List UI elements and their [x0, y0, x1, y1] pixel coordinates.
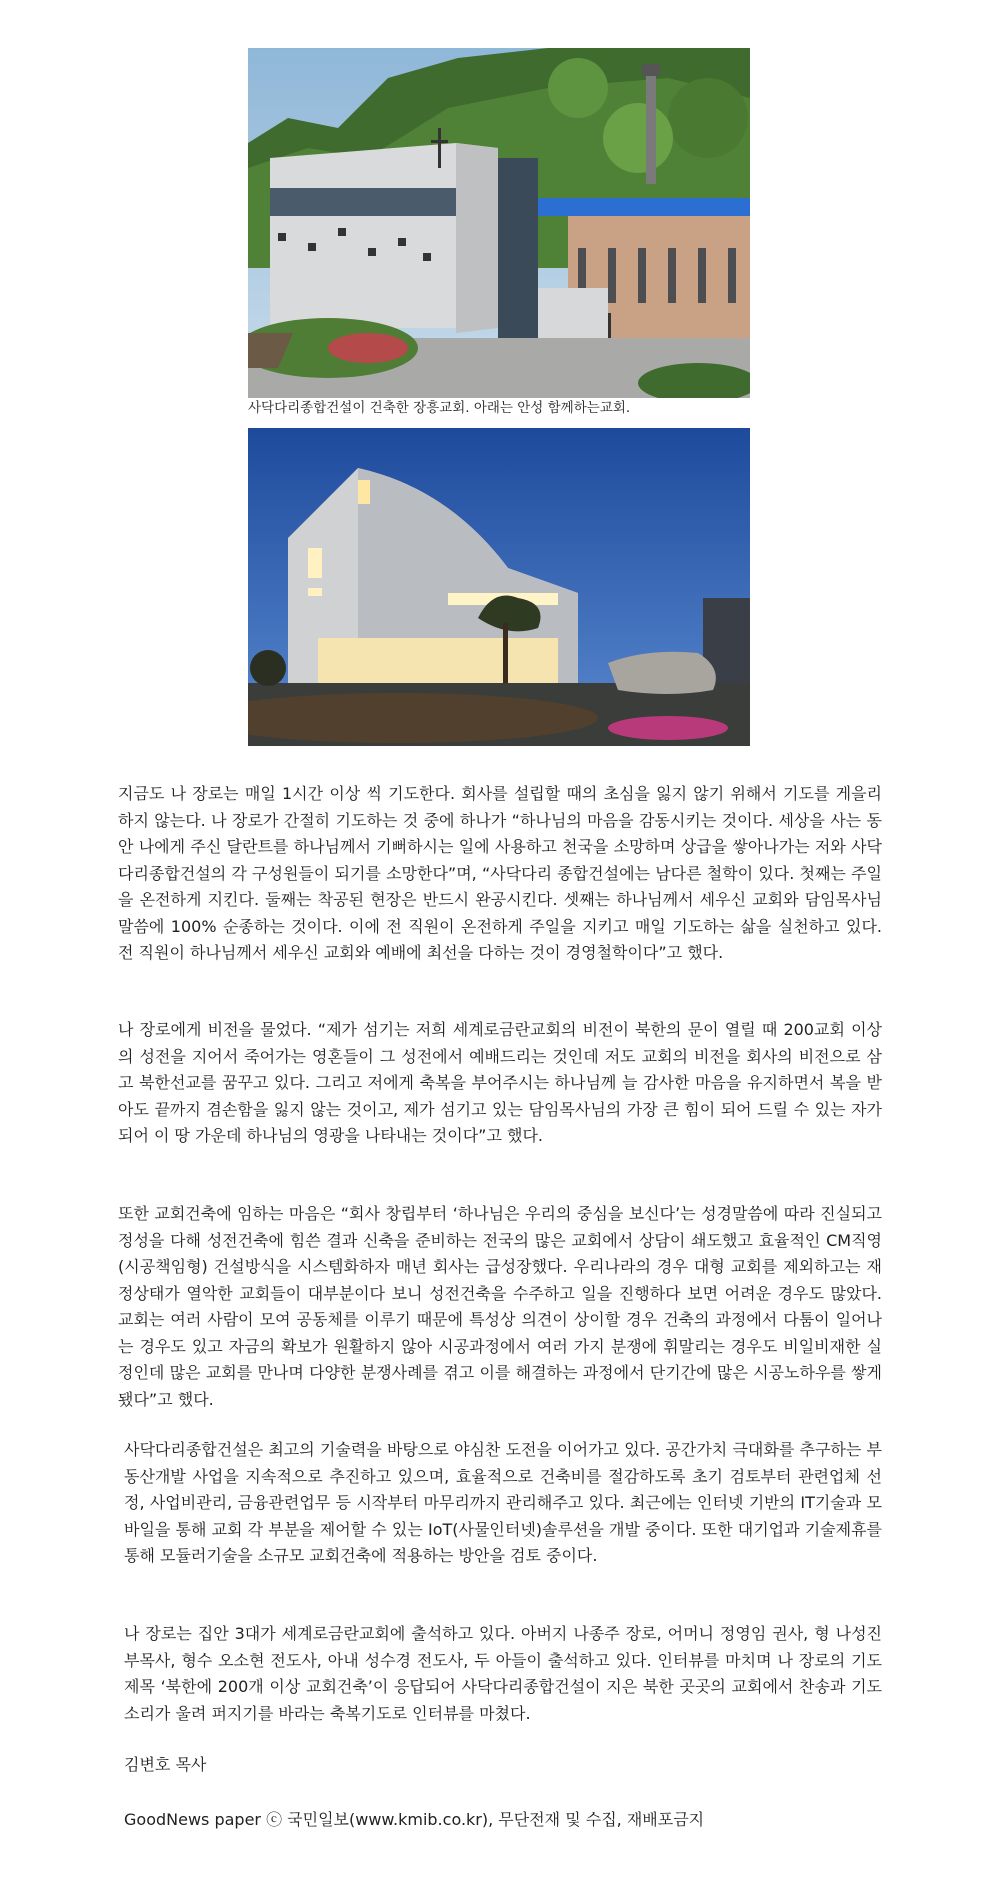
- church-photo-jangheung: [248, 48, 750, 398]
- article-paragraph-2: 나 장로에게 비전을 물었다. “제가 섬기는 저희 세계로금란교회의 비전이 북한의 문이 열릴 때 200교회 이상의 성전을 지어서 죽어가는 영혼들이 그 성전에서 예배드리는 것인데 저도 교회의 비전을 회사의 비전으로 삼고 북한선교를 꿈꾸고 있다. 그리고 저에게 축복을 부어주시는 하나님께 늘 감사한 마음을 유지하면서 복을 받아도 끝까지 겸손함을 잃지 않는 것이고, 제가 섬기고 있는 담임목사님의 가장 큰 힘이 되어 드릴 수 있는 자가 되어 이 땅 가운데 하나님의 영광을 나타내는 것이다”고 했다.: [118, 1020, 882, 1145]
- article-paragraph-5: 나 장로는 집안 3대가 세계로금란교회에 출석하고 있다. 아버지 나종주 장로, 어머니 정영임 권사, 형 나성진 부목사, 형수 오소현 전도사, 아내 성수경 전도사, 두 아들이 출석하고 있다. 인터뷰를 마치며 나 장로의 기도제목 ‘북한에 200개 이상 교회건축’이 응답되어 사닥다리종합건설이 지은 북한 곳곳의 교회에서 찬송과 기도소리가 울려 퍼지기를 바라는 축복기도로 인터뷰를 마쳤다.: [124, 1624, 882, 1723]
- copyright-footer: GoodNews paper ⓒ 국민일보(www.kmib.co.kr), 무단전재 및 수집, 재배포금지: [124, 1810, 705, 1829]
- photo-caption: 사닥다리종합건설이 건축한 장흥교회. 아래는 안성 함께하는교회.: [248, 400, 631, 416]
- article-paragraph-1: 지금도 나 장로는 매일 1시간 이상 씩 기도한다. 회사를 설립할 때의 초심을 잃지 않기 위해서 기도를 게을리 하지 않는다. 나 장로가 간절히 기도하는 것 중에 하나가 “하나님의 마음을 감동시키는 것이다. 세상을 사는 동안 나에게 주신 달란트를 하나님께서 기뻐하시는 일에 사용하고 천국을 소망하며 상급을 쌓아나가는 저와 사닥다리종합건설의 각 구성원들이 되기를 소망한다”며, “사닥다리 종합건설에는 남다른 철학이 있다. 첫째는 주일을 온전하게 지킨다. 둘째는 착공된 현장은 반드시 완공시킨다. 셋째는 하나님께서 세우신 교회와 담임목사님 말씀에 100% 순종하는 것이다. 이에 전 직원이 온전하게 주일을 지키고 매일 기도하는 삶을 실천하고 있다. 전 직원이 하나님께서 세우신 교회와 예배에 최선을 다하는 것이 경영철학이다”고 했다.: [118, 784, 882, 962]
- article-paragraph-4: 사닥다리종합건설은 최고의 기술력을 바탕으로 야심찬 도전을 이어가고 있다. 공간가치 극대화를 추구하는 부동산개발 사업을 지속적으로 추진하고 있으며, 효율적으로 건축비를 절감하도록 초기 검토부터 관련업체 선정, 사업비관리, 금융관련업무 등 시작부터 마무리까지 관리해주고 있다. 최근에는 인터넷 기반의 IT기술과 모바일을 통해 교회 각 부분을 제어할 수 있는 IoT(사물인터넷)솔루션을 개발 중이다. 또한 대기업과 기술제휴를 통해 모듈러기술을 소규모 교회건축에 적용하는 방안을 검토 중이다.: [124, 1440, 882, 1565]
- author-byline: 김변호 목사: [124, 1755, 207, 1774]
- church-photo-anseong: [248, 428, 750, 746]
- article-paragraph-3: 또한 교회건축에 임하는 마음은 “회사 창립부터 ‘하나님은 우리의 중심을 보신다’는 성경말씀에 따라 진실되고 정성을 다해 성전건축에 힘쓴 결과 신축을 준비하는 전국의 많은 교회에서 상담이 쇄도했고 효율적인 CM직영(시공책임형) 건설방식을 시스템화하자 매년 회사는 급성장했다. 우리나라의 경우 대형 교회를 제외하고는 재정상태가 열악한 교회들이 대부분이다 보니 성전건축을 수주하고 일을 진행하다 보면 어려운 경우도 많았다. 교회는 여러 사람이 모여 공동체를 이루기 때문에 특성상 의견이 상이할 경우 건축의 과정에서 다툼이 일어나는 경우도 있고 자금의 확보가 원활하지 않아 시공과정에서 여러 가지 분쟁에 휘말리는 경우도 비일비재한 실정인데 많은 교회를 만나며 다양한 분쟁사례를 겪고 이를 해결하는 과정에서 단기간에 많은 시공노하우를 쌓게 됐다”고 했다.: [118, 1204, 882, 1409]
